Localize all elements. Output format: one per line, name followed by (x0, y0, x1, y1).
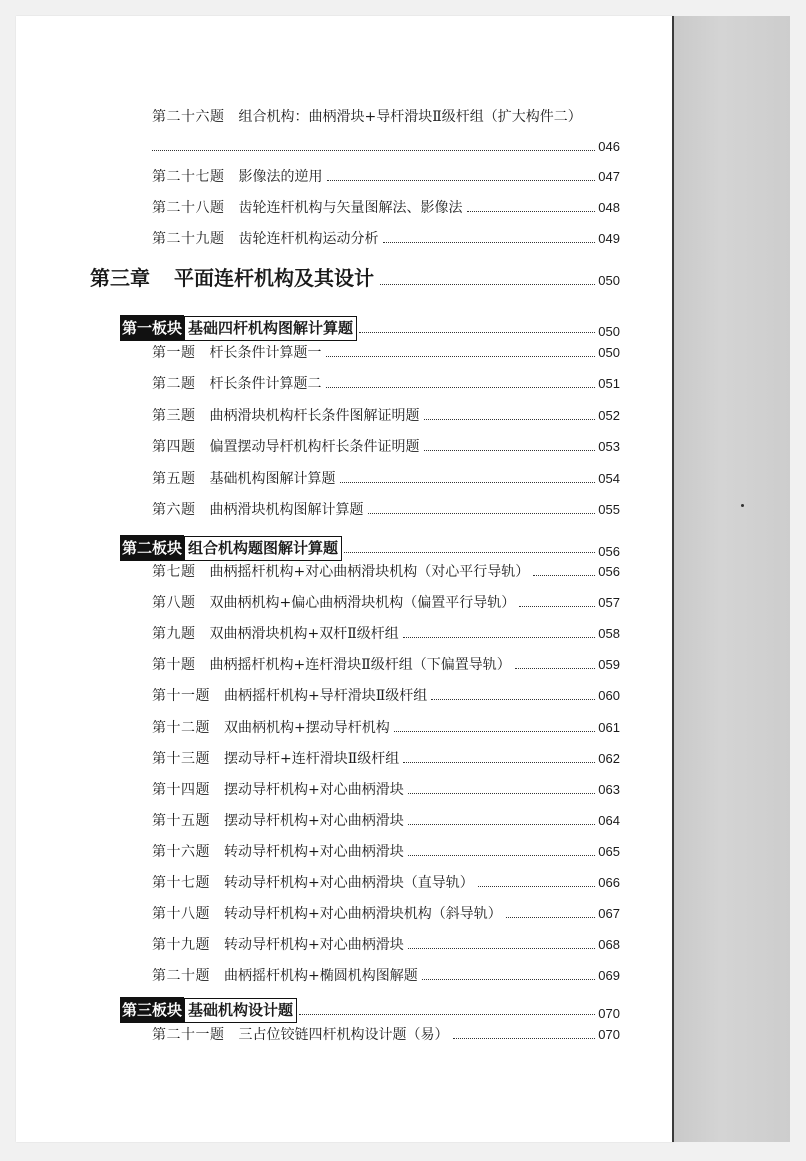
entry-page: 055 (598, 502, 620, 517)
entry-title: 曲柄摇杆机构+椭圆机构图解题 (224, 968, 418, 985)
entry-number: 第八题 (152, 595, 196, 612)
entry-title: 组合机构：曲柄滑块+导杆滑块Ⅱ级杆组（扩大构件二） (238, 109, 582, 125)
entry-page: 048 (598, 200, 620, 215)
entry-number: 第二十九题 (152, 231, 225, 247)
entry-page: 064 (598, 812, 620, 828)
leader-dots (408, 793, 596, 794)
entry-page: 059 (598, 657, 620, 673)
block-1-heading[interactable] (120, 315, 620, 341)
block-page: 056 (598, 543, 620, 559)
entry-number: 第二十题 (152, 968, 210, 985)
toc-entry[interactable] (152, 592, 620, 614)
leader-dots (408, 948, 596, 949)
entry-number: 第三题 (152, 407, 196, 424)
toc-entry-26[interactable] (152, 106, 642, 128)
entry-page: 067 (598, 906, 620, 922)
toc-entry[interactable] (152, 1024, 620, 1046)
entry-number: 第十七题 (152, 875, 210, 891)
leader-dots (453, 1038, 596, 1039)
toc-entry[interactable] (152, 561, 620, 583)
entry-number: 第六题 (152, 502, 196, 518)
leader-dots (431, 699, 595, 700)
leader-dots (408, 824, 596, 825)
entry-title: 双曲柄机构+偏心曲柄滑块机构（偏置平行导轨） (209, 595, 516, 612)
entry-page: 062 (598, 750, 620, 766)
chapter-number: 第三章 (90, 266, 150, 290)
entry-page: 065 (598, 843, 620, 859)
entry-page: 066 (598, 875, 620, 890)
leader-dots (467, 211, 596, 212)
entry-number: 第十三题 (152, 750, 210, 767)
leader-dots (299, 1014, 595, 1015)
entry-number: 第十五题 (152, 812, 210, 829)
toc-entry[interactable] (152, 623, 620, 645)
entry-number: 第十题 (152, 657, 196, 674)
entry-title: 转动导杆机构+对心曲柄滑块 (224, 843, 404, 860)
entry-number: 第十二题 (152, 719, 210, 736)
leader-dots (344, 552, 595, 553)
toc-entry[interactable] (152, 405, 620, 427)
block-tag: 第二板块 (120, 535, 184, 561)
leader-dots (506, 917, 596, 918)
block-title: 基础机构设计题 (184, 998, 297, 1023)
entry-page: 068 (598, 937, 620, 953)
dust-speck (741, 504, 744, 507)
entry-title: 转动导杆机构+对心曲柄滑块 (224, 937, 404, 954)
entry-page: 046 (598, 139, 620, 154)
toc-entry-28[interactable] (152, 197, 620, 219)
leader-dots (383, 242, 596, 243)
entry-page: 052 (598, 407, 620, 423)
entry-title: 摆动导杆机构+对心曲柄滑块 (224, 812, 404, 829)
entry-number: 第十九题 (152, 937, 210, 954)
entry-page: 047 (598, 169, 620, 184)
entry-number: 第二题 (152, 376, 196, 393)
toc-entry[interactable] (152, 779, 620, 801)
entry-number: 第二十八题 (152, 200, 225, 216)
entry-title: 曲柄摇杆机构+连杆滑块Ⅱ级杆组（下偏置导轨） (209, 657, 511, 674)
block-3-heading[interactable] (120, 997, 620, 1023)
entry-page: 061 (598, 719, 620, 735)
toc-entry-27[interactable] (152, 166, 620, 188)
toc-entry[interactable] (152, 468, 620, 490)
entry-title: 摆动导杆+连杆滑块Ⅱ级杆组 (224, 750, 400, 767)
toc-entry[interactable] (152, 436, 620, 458)
entry-title: 影像法的逆用 (238, 169, 323, 185)
toc-entry[interactable] (152, 654, 620, 676)
leader-dots (340, 482, 596, 483)
entry-page: 069 (598, 968, 620, 984)
entry-title: 曲柄滑块机构图解计算题 (209, 502, 364, 518)
entry-number: 第二十一题 (152, 1027, 225, 1043)
leader-dots (152, 150, 595, 151)
block-title: 组合机构题图解计算题 (184, 536, 342, 561)
leader-dots (519, 606, 595, 607)
toc-entry[interactable] (152, 342, 620, 364)
toc-entry-26-continuation[interactable] (152, 136, 620, 158)
toc-entry[interactable] (152, 373, 620, 395)
entry-number: 第二十七题 (152, 169, 225, 185)
block-tag: 第一板块 (120, 315, 184, 341)
entry-title: 转动导杆机构+对心曲柄滑块（直导轨） (224, 875, 474, 891)
entry-number: 第十六题 (152, 843, 210, 860)
leader-dots (403, 637, 596, 638)
entry-number: 第九题 (152, 626, 196, 643)
leader-dots (326, 387, 596, 388)
toc-entry[interactable] (152, 685, 620, 707)
book-page (16, 16, 674, 1142)
toc-entry[interactable] (152, 810, 620, 832)
entry-title: 偏置摆动导杆机构杆长条件证明题 (209, 439, 420, 456)
entry-page: 056 (598, 564, 620, 579)
toc-entry[interactable] (152, 965, 620, 987)
toc-entry[interactable] (152, 748, 620, 770)
leader-dots (533, 575, 595, 576)
entry-page: 049 (598, 231, 620, 246)
entry-number: 第四题 (152, 439, 196, 456)
entry-title: 齿轮连杆机构与矢量图解法、影像法 (238, 200, 463, 216)
chapter-3-heading[interactable] (90, 264, 620, 292)
entry-number: 第五题 (152, 470, 196, 487)
toc-entry-29[interactable] (152, 228, 620, 250)
toc-entry[interactable] (152, 903, 620, 925)
entry-title: 曲柄滑块机构杆长条件图解证明题 (209, 407, 420, 424)
entry-page: 050 (598, 345, 620, 360)
leader-dots (515, 668, 596, 669)
entry-title: 摆动导杆机构+对心曲柄滑块 (224, 781, 404, 798)
block-title: 基础四杆机构图解计算题 (184, 316, 357, 341)
entry-number: 第十四题 (152, 781, 210, 798)
toc-entry[interactable] (152, 717, 620, 739)
leader-dots (359, 332, 595, 333)
entry-title: 双曲柄机构+摆动导杆机构 (224, 719, 390, 736)
entry-title: 双曲柄滑块机构+双杆Ⅱ级杆组 (209, 626, 399, 643)
chapter-title: 平面连杆机构及其设计 (174, 266, 374, 290)
entry-title: 齿轮连杆机构运动分析 (238, 231, 379, 247)
entry-title: 杆长条件计算题一 (209, 345, 322, 361)
leader-dots (424, 419, 596, 420)
entry-number: 第十一题 (152, 688, 210, 705)
block-page: 050 (598, 323, 620, 339)
leader-dots (403, 762, 595, 763)
entry-title: 杆长条件计算题二 (209, 376, 322, 393)
page-stack-edge (674, 16, 790, 1142)
entry-number: 第七题 (152, 564, 196, 580)
entry-number: 第一题 (152, 345, 196, 361)
entry-page: 051 (598, 376, 620, 392)
entry-title: 基础机构图解计算题 (209, 470, 336, 487)
leader-dots (408, 855, 596, 856)
entry-page: 057 (598, 595, 620, 611)
block-tag: 第三板块 (120, 997, 184, 1023)
entry-title: 曲柄摇杆机构+对心曲柄滑块机构（对心平行导轨） (209, 564, 530, 580)
toc-entry[interactable] (152, 934, 620, 956)
chapter-page: 050 (598, 273, 620, 288)
entry-number: 第二十六题 (152, 109, 225, 125)
entry-page: 054 (598, 470, 620, 486)
toc-entry[interactable] (152, 872, 620, 894)
entry-title: 曲柄摇杆机构+导杆滑块Ⅱ级杆组 (224, 688, 428, 705)
leader-dots (422, 979, 596, 980)
leader-dots (368, 513, 596, 514)
entry-page: 060 (598, 688, 620, 704)
block-page: 070 (598, 1005, 620, 1021)
entry-title: 三占位铰链四杆机构设计题（易） (238, 1027, 449, 1043)
leader-dots (327, 180, 596, 181)
toc-entry[interactable] (152, 841, 620, 863)
leader-dots (424, 450, 596, 451)
toc-entry[interactable] (152, 499, 620, 521)
leader-dots (380, 284, 595, 285)
leader-dots (394, 731, 596, 732)
block-2-heading[interactable] (120, 535, 620, 561)
entry-page: 063 (598, 781, 620, 797)
leader-dots (326, 356, 596, 357)
entry-page: 070 (598, 1027, 620, 1042)
leader-dots (478, 886, 596, 887)
entry-number: 第十八题 (152, 906, 210, 923)
entry-page: 053 (598, 439, 620, 455)
entry-title: 转动导杆机构+对心曲柄滑块机构（斜导轨） (224, 906, 502, 923)
entry-page: 058 (598, 626, 620, 642)
